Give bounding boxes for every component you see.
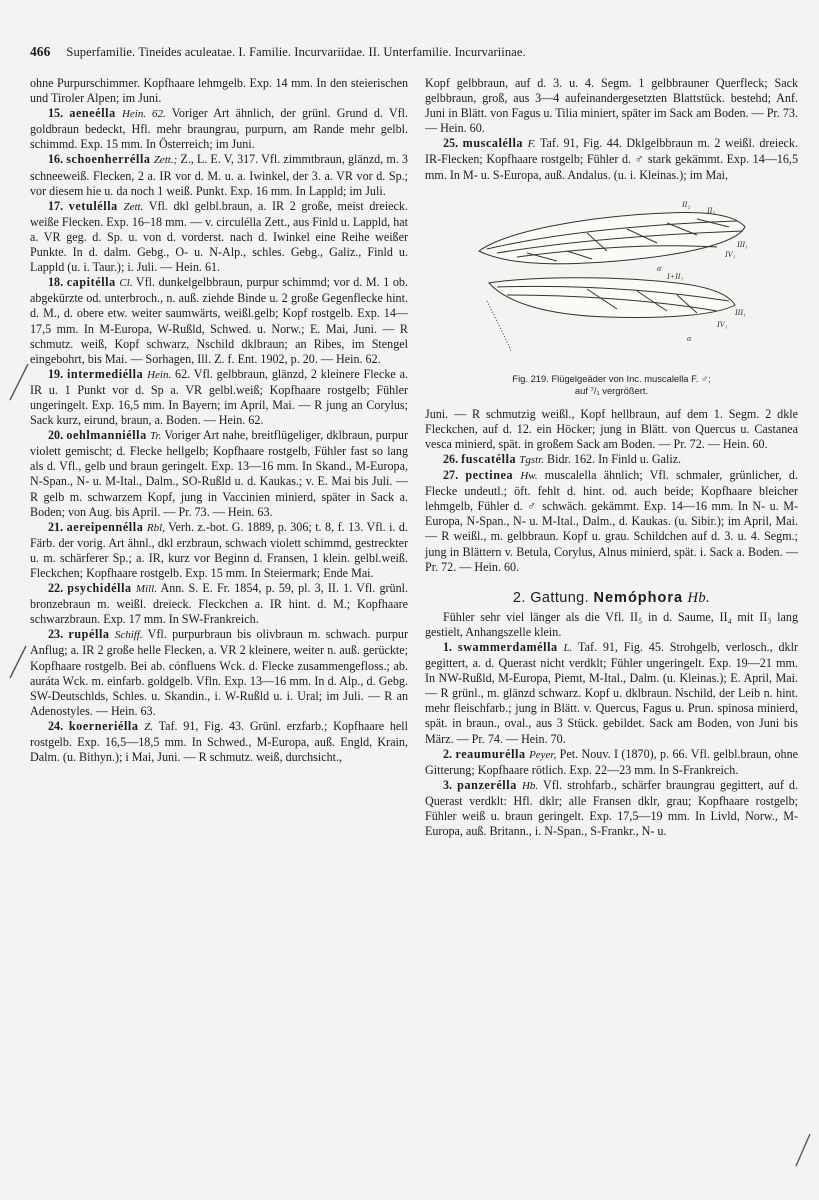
page-number: 466 [30,44,51,59]
entry-text: Taf. 91, Fig. 45. Strohgelb, verlosch., dklr gegittert, a. d. Querast nicht verdklt; Fühler ungeringelt. Exp. 19—21 mm. In NW-Rußld, M-Europa, Piemt, M-Ital., Dalm. (u. Kleinas.); E. April, Mai. — R grünl., m. glänzd schwarz. Kopf u. dklbraun. Nschild, der Leib n. hint. mehr fleischfarb.; jung in Blätt. v. Quercus, Fagus u. Prun. spinosa minierd, spät. in braun., oval., aus 3 Stück. gebildet. Sack am Boden, von Juni bis März. — Pr. 74. — Hein. 70. [425,639,798,746]
genus-name: Nemóphora [593,589,684,606]
running-header [30,44,810,60]
species-author: Hw. [520,470,538,483]
species-name: psychidélla [67,581,132,596]
species-name: pectinea [465,468,514,483]
species-name: swammerdamélla [457,639,558,654]
species-author: Z. [144,720,154,733]
entry-number: 15. [48,106,64,121]
entry-text: Juni. — R schmutzig weißl., Kopf hellbraun, auf dem 1. Segm. 2 dkle Fleckchen, auf d. 12. ein Höcker; jung in Blätt. von Quercus u. Castanea vesca minierd, spät. in großem Sack am Boden. — Pr. 72. — Hein. 60. [425,406,798,451]
genus-number: 2. Gattung. [512,589,590,606]
species-name: vetulélla [68,198,118,213]
species-entry [425,452,798,468]
pencil-margin-mark [4,640,30,684]
species-name: koerneriélla [68,718,139,733]
entry-number: 23. [48,627,64,642]
vein-label: III₁ [736,239,748,249]
entry-text: Vfl. dunkelgelbbraun, purpur schimmd; vor d. M. 1 ob. abgekürzte od. unterbroch., n. auß. ziehde Binde u. 2 große Gegenflecke hint. d. M., d. obere etw. weiter saumwärts, weißl.gelb; Kopf rostgelb. Exp. 14—17,5 mm. In M-Europa, W-Rußld, Schwed. u. Norw.; E. Mai, Juni. — R schmutz. weiß, Kopf schwarz, Nschild dklbraun; an Ribes, im Stengel eingebohrt, bis Mai. — Sorhagen, Ill. Z. f. Ent. 1902, p. 20. — Hein. 62. [30,275,408,366]
entry-number: 20. [48,428,64,443]
vein-label: II₂ [681,199,690,209]
entry-text: 62. Vfl. gelbbraun, glänzd, 2 kleinere Flecke a. IR u. 1 Punkt vor d. Sp a. VR gelbl.weiß; Kopfhaare rostgelb; Fühler ungeringelt. Exp. 16,5 mm. In Bayern; im April, Mai. — R jung an Corylus; Sack kurz, eirund, braun, a. Boden. — Hein. 62. [30,366,408,428]
entry-number: 19. [48,366,64,381]
species-entry [30,106,408,152]
running-title: Superfamilie. Tineides aculeatae. I. Familie. Incurvariidae. II. Unterfamilie. Incurvariinae. [66,45,526,59]
species-entry [30,627,408,719]
vein-label: α [656,263,661,273]
species-author: Tr. [150,430,162,443]
entry-number: 27. [443,468,459,483]
species-entry [30,76,408,106]
genus-author: Hb. [687,589,711,606]
figure-caption [425,373,798,397]
entry-text: Kopf gelbbraun, auf d. 3. u. 4. Segm. 1 gelbbrauner Querfleck; Sack gelbbraun, groß, aus 3—4 aufeinandergesetzten Blattstück. bestehd; Anf. Juni in Blätt. von Fagus u. Tilia miniert, später im Sack am Boden. — Pr. 73. — Hein. 60. [425,76,798,136]
entry-text: Bidr. 162. In Finld u. Galiz. [547,451,682,466]
species-entry [30,275,408,367]
vein-label: IV₁ [724,249,735,259]
entry-text: Vfl. strohfarb., schärfer braungrau gegittert, auf d. Querast verdklt: Hfl. dklr; alle Fransen dklr, grau; Kopfhaare rostgelb; Fühler weiß u. braun geringelt. Exp. 17,5—19 mm. In Livld, Norw., M-Europa, auß. Britann., i. N-Span., S-Frankr., N- u. [425,777,798,839]
species-entry [30,719,408,765]
entry-number: 16. [48,152,64,167]
entry-text: Vfl. dkl gelbl.braun, a. IR 2 große, meist dreieck. weiße Flecken. Exp. 16–18 mm. — v. circulélla Zett., aus Finld u. Lappld, hat a. VR geg. d. Sp. u. von d. vorderst. nach d. Iwinkel eine Reihe weißer Punkte. In d. dalm. Gebg., O- u. N-Alp., schles. Gebg., Galiz., Finld u. Lappld (u. i. Taur.); i. Juli. — Hein. 61. [30,198,408,275]
entry-number: 26. [443,451,459,466]
entry-number: 21. [48,519,64,534]
species-name: rupélla [68,627,110,642]
species-entry [425,468,798,575]
entry-text: Taf. 91, Fig. 44. Dklgelbbraun m. 2 weißl. dreieck. IR-Flecken; Kopfhaare rostgelb; Fühler d. ♂ stark gekämmt. Exp. 14—16,5 mm. In M- u. S-Europa, auß. Andalus. (u. i. Kleinas.); im Mai, [425,136,798,182]
figure-219 [425,191,798,397]
species-entry [425,136,798,182]
entry-number: 25. [443,136,459,151]
vein-label: I+II₁ [666,271,683,281]
species-entry [30,428,408,520]
species-author: Hein. [147,368,172,381]
species-entry [30,199,408,275]
entry-text: Taf. 91, Fig. 43. Grünl. erzfarb.; Kopfhaare hell rostgelb. Exp. 16,5—18,5 mm. In Schwed., M-Europa, auß. Engld, Krain, Dalm. (u. Bithyn.); i Mai, Juni. — R schmutz. weiß, durchsicht., [30,718,408,765]
species-author: Peyer, [529,748,557,761]
species-entry [30,152,408,198]
vein-label: III₁ [734,307,746,317]
species-entry [425,778,798,839]
species-author: F. [527,138,536,151]
species-entry [425,407,798,452]
vein-label: II₃ [706,205,715,215]
species-entry [425,76,798,136]
entry-number: 17. [48,198,64,213]
species-author: L. [563,641,573,654]
entry-text: Voriger Art nahe, breitflügeliger, dklbraun, purpur violett gemischt; d. Flecke hellgelb; Kopfhaare rostgelb, Fühler fast so lang als d. Vfl., gelb und braun geringelt. Exp. 13—16 mm. In Skand., M-Europa, N-Span., N- u. M-Ital., Dalm., SO-Rußld u. d. Kaukas.; v. E. Mai bis Juli. — R gelb m. schwarzem Kopf, jung in Vaccinien minierd, später in Sack a. Boden; von Aug. bis April. — Pr. 73. — Hein. 63. [30,428,408,519]
forewing-drawing [479,212,745,263]
entry-text: muscalella ähnlich; Vfl. schmaler, grünlicher, d. Flecke undeutl.; öft. fehlt d. hint. od. auch beide; Kopfhaare bleicher lehmgelb, Fühler d. ♂ schwäch. gekämmt. Exp. 14—16 mm. In N- u. M-Europa, N-Span., N- u. M-Ital., Dalm., d. Kaukas. (u. Sibir.); im April, Mai. — R weißl., m. gelbbraun. Kopf u. grau. Schildchen auf d. 3. u. 4. Segm.; jung in Blättern v. Betula, Corylus, Alnus minierd, spät. i. Sack a. Boden. — Pr. 72. — Hein. 60. [425,468,798,574]
entry-number: 22. [48,581,64,596]
species-entry [30,520,408,581]
wing-venation-diagram [467,191,757,371]
entry-text: Pet. Nouv. I (1870), p. 66. Vfl. gelbl.braun, ohne Gitterung; Kopfhaare rötlich. Exp. 22—23 mm. In S-Frankreich. [425,746,798,777]
pencil-margin-mark [6,360,32,404]
species-name: capitélla [66,275,116,290]
pencil-margin-mark [790,1130,814,1170]
species-author: Schiff. [114,629,143,642]
species-name: intermediélla [66,366,144,381]
entry-text: Verh. z.-bot. G. 1889, p. 306; t. 8, f. 13. Vfl. i. d. Färb. der vorig. Art ähnl., dkl erzbraun, schwach violett schimmd, gestreckter u. m. schärferer Sp.; a. IR, kurz vor Beginn d. Fransen, 1 klein. gelbl.weiß. Fleckchen; Kopfhaare rostgelb. Exp. 15 mm. In Steiermark; Ende Mai. [30,519,408,580]
species-name: aeneélla [69,106,116,121]
entry-text: ohne Purpurschimmer. Kopfhaare lehmgelb. Exp. 14 mm. In den steierischen und Tiroler Alpen; im Juni. [30,76,408,106]
species-entry [30,367,408,428]
species-author: Zett.; [153,154,178,167]
species-name: muscalélla [462,136,524,151]
entry-number: 1. [443,639,453,654]
species-author: Mill. [135,583,157,596]
vein-label: α [686,333,691,343]
entry-number: 2. [443,746,453,761]
entry-number: 18. [48,275,64,290]
entry-text: Z., L. E. V, 317. Vfl. zimmtbraun, glänzd, m. 3 schneeweiß. Flecken, 2 a. IR vor d. M. u. a. Iwinkel, der 3. a. VR vor d. Sp.; vor diesem hie u. da noch 1 weiß. Punkt. Exp. 16 mm. In Lappld; im Juli. [30,152,408,198]
genus-heading [425,591,798,606]
genus-intro: Fühler sehr viel länger als die Vfl. II₅ in d. Saume, II₄ mit II₃ lang gestielt, Anhangszelle klein. [425,609,798,639]
hindwing-drawing [487,277,735,350]
vein-label: IV₁ [716,319,727,329]
species-name: fuscatélla [461,451,517,466]
entry-text: Voriger Art ähnlich, der grünl. Grund d. Vfl. goldbraun bedeckt, Hfl. mehr braungrau, purpurn, am Rande mehr gelbl. schimmd. Exp. 15 mm. In Österreich; im Juni. [30,106,408,152]
entry-number: 3. [443,777,453,792]
species-name: reaumurélla [455,746,526,761]
species-author: Hein. 62. [121,108,166,121]
species-author: Tgstr. [519,453,545,466]
entry-number: 24. [48,718,64,733]
species-entry [425,640,798,747]
species-author: Hb. [521,779,539,792]
species-name: panzerélla [457,777,517,792]
species-author: Cl. [119,277,133,290]
species-name: aereipennélla [66,519,144,534]
species-author: Zett. [123,200,144,213]
species-name: schoenherrélla [66,152,151,167]
right-column [425,76,798,839]
species-author: Rbl, [146,521,165,534]
caption-line: Fig. 219. Flügelgeäder von Inc. muscalella F. ♂; [512,372,711,384]
entry-text: Ann. S. E. Fr. 1854, p. 59, pl. 3, II. 1. Vfl. grünl. bronzebraun m. weißl. dreieck. Fleckchen a. IR hint. d. M.; Kopfhaare schwarzbraun. Exp. 17 mm. In SW-Frankreich. [30,581,409,627]
species-entry [425,747,798,778]
species-name: oehlmanniélla [66,428,147,443]
entry-text: Vfl. purpurbraun bis olivbraun m. schwach. purpur Anflug; a. IR 2 große helle Flecken, a. VR 2 kleinere, weiter n. auß. gerückte; Kopfhaare rostgelb. Bei ab. cónfluens Wck. d. Flecke zusammengefloss.; ab. auráta Wck. m. einfarb. goldgelb. Vfln. Exp. 13—16 mm. In d. Alp., d. Gebg. SW-Deutschlds, Schles. u. Skandin., i. W-Rußld u. i. Ural; im Juli. — R an Adenostyles. — Hein. 63. [30,627,408,718]
left-column [30,76,408,765]
caption-line: auf ⁷/₁ vergrößert. [574,384,649,396]
species-entry [30,581,408,627]
